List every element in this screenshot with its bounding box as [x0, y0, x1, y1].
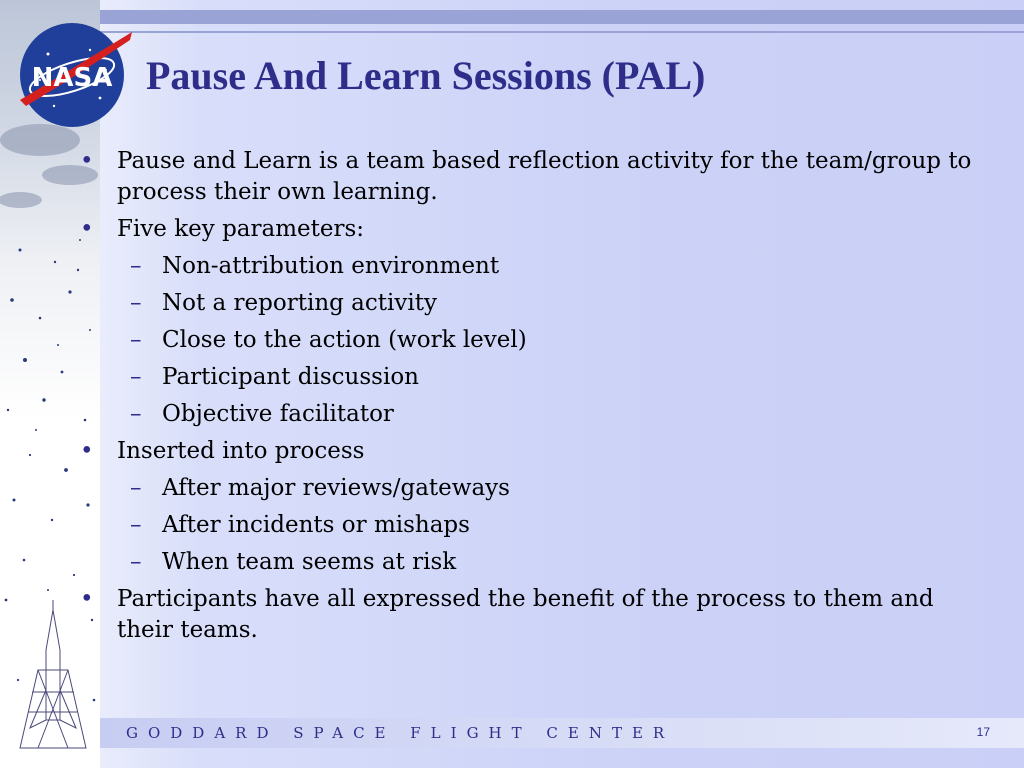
bullet-item [80, 146, 980, 208]
bullet-item [80, 214, 980, 245]
sub-bullet-item [80, 399, 980, 430]
sub-bullet-item [80, 288, 980, 319]
bullet-list [80, 146, 980, 652]
sub-bullet-item [80, 473, 980, 504]
bullet-dot: • [80, 586, 94, 612]
bullet-text: Not a reporting activity [162, 290, 437, 316]
sub-bullet-item [80, 510, 980, 541]
sub-bullet-item [80, 251, 980, 282]
bullet-text: Participants have all expressed the benefit of the process to them and their teams. [117, 586, 934, 643]
bullet-text: Objective facilitator [162, 401, 394, 427]
bullet-dash: – [130, 512, 142, 538]
sub-bullet-item [80, 362, 980, 393]
bullet-text: Close to the action (work level) [162, 327, 527, 353]
bullet-dot: • [80, 438, 94, 464]
bullet-dash: – [130, 475, 142, 501]
bullet-text: Non-attribution environment [162, 253, 500, 279]
bullet-dash: – [130, 327, 142, 353]
bullet-dash: – [130, 549, 142, 575]
sub-bullet-item [80, 325, 980, 356]
page-number: 17 [976, 725, 990, 739]
bullet-text: Inserted into process [117, 438, 365, 464]
footer-center-name: GODDARD SPACE FLIGHT CENTER [126, 724, 675, 742]
bullet-text: After incidents or mishaps [162, 512, 470, 538]
nasa-meatball-logo-icon [10, 20, 134, 130]
bullet-text: Pause and Learn is a team based reflection activity for the team/group to process their own learning. [117, 148, 972, 205]
bullet-text: When team seems at risk [162, 549, 457, 575]
bullet-dash: – [130, 290, 142, 316]
bullet-dot: • [80, 216, 94, 242]
sub-bullet-item [80, 547, 980, 578]
bullet-text: After major reviews/gateways [162, 475, 510, 501]
bullet-text: Five key parameters: [117, 216, 365, 242]
top-header-rule [100, 31, 1024, 33]
bullet-dash: – [130, 253, 142, 279]
bullet-dot: • [80, 148, 94, 174]
bullet-dash: – [130, 364, 142, 390]
rocket-launch-tower-icon [16, 600, 90, 750]
slide-title: Pause And Learn Sessions (PAL) [146, 53, 706, 98]
bullet-item [80, 436, 980, 467]
bullet-dash: – [130, 401, 142, 427]
bullet-item [80, 584, 980, 646]
bullet-text: Participant discussion [162, 364, 419, 390]
top-header-band [100, 10, 1024, 24]
nasa-logo-text: NASA [31, 63, 113, 93]
